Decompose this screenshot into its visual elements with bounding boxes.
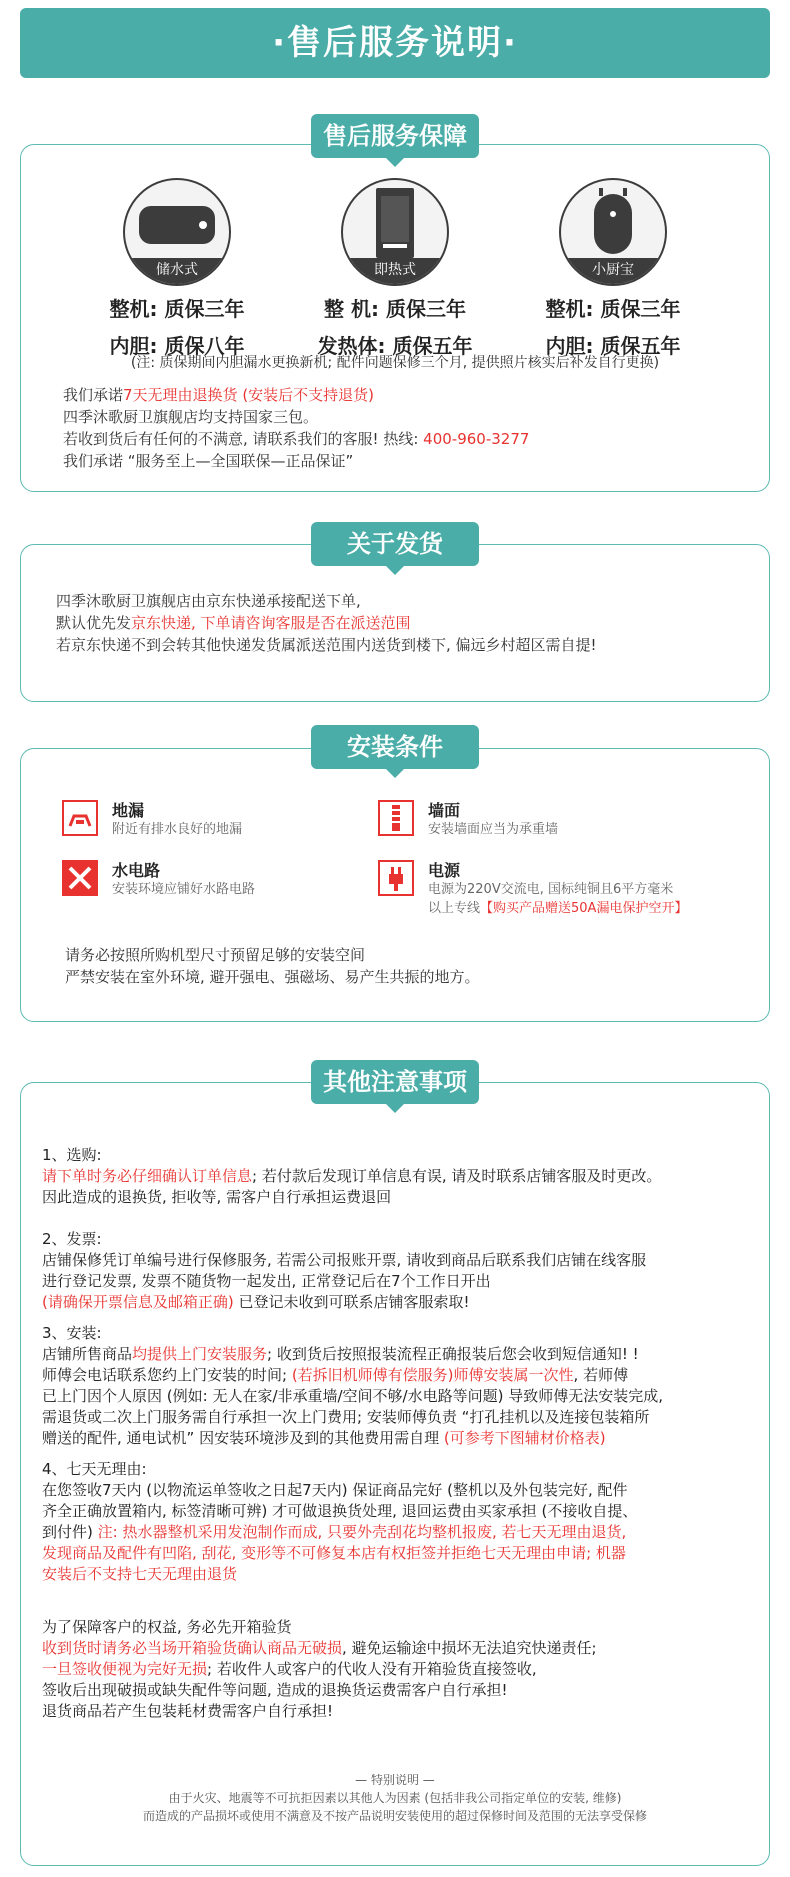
highlight: 注: 热水器整机采用发泡制作而成, 只要外壳刮花均整机报废, 若七天无理由退货, xyxy=(97,1523,627,1541)
highlight: (可参考下图辅材价格表) xyxy=(443,1429,606,1447)
storage-heater-icon xyxy=(123,178,231,286)
wall-icon xyxy=(378,800,414,836)
highlight: 请下单时务必仔细确认订单信息 xyxy=(42,1167,253,1185)
product-kitchen xyxy=(498,178,728,360)
promise-line xyxy=(63,384,374,406)
product-tag: 即热式 xyxy=(343,258,447,284)
note-line xyxy=(42,1344,663,1365)
note-line xyxy=(42,1292,663,1313)
text: 师傅会电话联系您约上门安装的时间; xyxy=(42,1366,292,1384)
note-line xyxy=(42,1638,663,1659)
note-line: 进行登记发票, 发票不随货物一起发出, 正常登记后在7个工作日开出 xyxy=(42,1272,491,1290)
product-storage xyxy=(62,178,292,360)
text: 默认优先发 xyxy=(56,614,132,632)
instant-heater-icon xyxy=(341,178,449,286)
note-line xyxy=(42,1428,663,1449)
install-item-desc: 电源为220V交流电, 国标纯铜且6平方毫米 xyxy=(428,882,674,897)
install-warning: 请务必按照所购机型尺寸预留足够的安装空间 xyxy=(65,946,366,964)
text: 到付件) xyxy=(42,1523,98,1541)
text: ; 若收件人或客户的代收人没有开箱验货直接签收, xyxy=(207,1660,537,1678)
special-note-line: 而造成的产品损坏或使用不满意及不按产品说明安装使用的超过保修时间及范围的无法享受保修 xyxy=(142,1809,647,1823)
note-heading: 4、七天无理由: xyxy=(42,1460,147,1478)
floor-drain-icon xyxy=(62,800,98,836)
product-tag: 小厨宝 xyxy=(561,258,665,284)
note-line: 已上门因个人原因 (例如: 无人在家/非承重墙/空间不够/水电路等问题) 导致师傅无法安装完成, xyxy=(42,1387,663,1405)
warranty-line: 整 机: 质保三年 xyxy=(324,297,466,321)
text: 以上专线 xyxy=(428,901,481,916)
install-warning: 严禁安装在室外环境, 避开强电、强磁场、易产生共振的地方。 xyxy=(65,968,480,986)
highlight: 均提供上门安装服务 xyxy=(132,1345,268,1363)
note-line: 安装后不支持七天无理由退货 xyxy=(42,1565,238,1583)
warranty-line: 整机: 质保三年 xyxy=(545,297,681,321)
shipping-line: 四季沐歌厨卫旗舰店由京东快递承接配送下单, xyxy=(56,592,361,610)
install-item-desc xyxy=(428,899,687,918)
note-heading: 3、安装: xyxy=(42,1324,102,1342)
notes-body xyxy=(42,1145,663,1722)
hotline-number: 400-960-3277 xyxy=(423,430,530,448)
install-item-desc: 安装环境应铺好水路电路 xyxy=(112,882,256,897)
note-line: 齐全正确放置箱内, 标签清晰可辨) 才可做退换货处理, 退回运费由买家承担 (不接收自提、 xyxy=(42,1502,638,1520)
install-item-title: 墙面 xyxy=(428,801,461,820)
text: 赠送的配件, 通电试机” 因安装环境涉及到的其他费用需自理 xyxy=(42,1429,444,1447)
note-line xyxy=(42,1166,663,1187)
kitchen-heater-icon xyxy=(559,178,667,286)
shipping-line: 若京东快递不到会转其他快递发货属派送范围内送货到楼下, 偏远乡村超区需自提! xyxy=(56,636,597,654)
text: , 若师傅 xyxy=(573,1366,629,1384)
product-instant xyxy=(280,178,510,360)
note-line: 需退货或二次上门服务需自行承担一次上门费用; 安装师傅负责 “打孔挂机以及连接包装箱所 xyxy=(42,1408,650,1426)
warranty-line: 内胆: 质保五年 xyxy=(545,334,681,358)
install-item-title: 水电路 xyxy=(112,861,161,880)
note-line: 在您签收7天内 (以物流运单签收之日起7天内) 保证商品完好 (整机以及外包装完好, 配件 xyxy=(42,1481,628,1499)
highlight: 收到货时请务必当场开箱验货确认商品无破损 xyxy=(42,1639,343,1657)
note-line: 发现商品及配件有凹陷, 刮花, 变形等不可修复本店有权拒签并拒绝七天无理由申请; 机器 xyxy=(42,1544,626,1562)
note-line xyxy=(42,1659,663,1680)
section-title-shipping: 关于发货 xyxy=(311,522,479,566)
service-line: 我们承诺 “服务至上—全国联保—正品保证” xyxy=(63,452,354,470)
text: , 避免运输途中损坏无法追究快递责任; xyxy=(342,1639,597,1657)
highlight: 一旦签收便视为完好无损 xyxy=(42,1660,208,1678)
text: 已登记未收到可联系店铺客服索取! xyxy=(233,1293,470,1311)
guarantee-line: 四季沐歌厨卫旗舰店均支持国家三包。 xyxy=(63,408,319,426)
note-heading: 2、发票: xyxy=(42,1230,102,1248)
section-title-install: 安装条件 xyxy=(311,725,479,769)
page-banner: ·售后服务说明· xyxy=(20,8,770,78)
install-item-title: 电源 xyxy=(428,861,461,880)
highlight: (请确保开票信息及邮箱正确) xyxy=(42,1293,234,1311)
shipping-line xyxy=(56,612,411,634)
tools-icon xyxy=(62,860,98,896)
note-heading: 1、选购: xyxy=(42,1146,102,1164)
note-line: 因此造成的退换货, 拒收等, 需客户自行承担运费退回 xyxy=(42,1188,392,1206)
text: ; 收到货后按照报装流程正确报装后您会收到短信通知! ! xyxy=(267,1345,639,1363)
highlight: 【购买产品赠送50A漏电保护空开】 xyxy=(480,901,688,916)
product-tag: 储水式 xyxy=(125,258,229,284)
text: 若收到货后有任何的不满意, 请联系我们的客服! 热线: xyxy=(63,430,424,448)
highlight: (若拆旧机师傅有偿服务)师傅安装属一次性 xyxy=(291,1366,574,1384)
section-title-notes: 其他注意事项 xyxy=(311,1060,479,1104)
install-item-title: 地漏 xyxy=(112,801,145,820)
warranty-line: 发热体: 质保五年 xyxy=(317,334,473,358)
section-title-warranty: 售后服务保障 xyxy=(311,114,479,158)
highlight: 京东快递, 下单请咨询客服是否在派送范围 xyxy=(131,614,411,632)
note-line xyxy=(42,1365,663,1386)
special-note-line: 由于火灾、地震等不可抗拒因素以其他人为因素 (包括非我公司指定单位的安装, 维修) xyxy=(168,1791,622,1805)
text: ; 若付款后发现订单信息有误, 请及时联系店铺客服及时更改。 xyxy=(252,1167,662,1185)
text: 店铺所售商品 xyxy=(42,1345,133,1363)
note-line xyxy=(42,1522,663,1543)
power-plug-icon xyxy=(378,860,414,896)
install-item-desc: 附近有排水良好的地漏 xyxy=(112,822,243,837)
note-line: 为了保障客户的权益, 务必先开箱验货 xyxy=(42,1618,292,1636)
install-item-desc: 安装墙面应当为承重墙 xyxy=(428,822,559,837)
note-line: 店铺保修凭订单编号进行保修服务, 若需公司报账开票, 请收到商品后联系我们店铺在线客服 xyxy=(42,1251,647,1269)
note-line: 退货商品若产生包装耗材费需客户自行承担! xyxy=(42,1702,334,1720)
warranty-line: 整机: 质保三年 xyxy=(109,297,245,321)
note-line: 签收后出现破损或缺失配件等问题, 造成的退换货运费需客户自行承担! xyxy=(42,1681,508,1699)
warranty-line: 内胆: 质保八年 xyxy=(109,334,245,358)
warranty-note: (注: 质保期间内胆漏水更换新机; 配件问题保修三个月, 提供照片核实后补发自行更换) xyxy=(130,355,660,371)
hotline-line xyxy=(63,428,529,450)
highlight: 7天无理由退换货 (安装后不支持退货) xyxy=(123,386,375,404)
text: 我们承诺 xyxy=(63,386,124,404)
special-note-title: — 特别说明 — xyxy=(355,1773,435,1787)
